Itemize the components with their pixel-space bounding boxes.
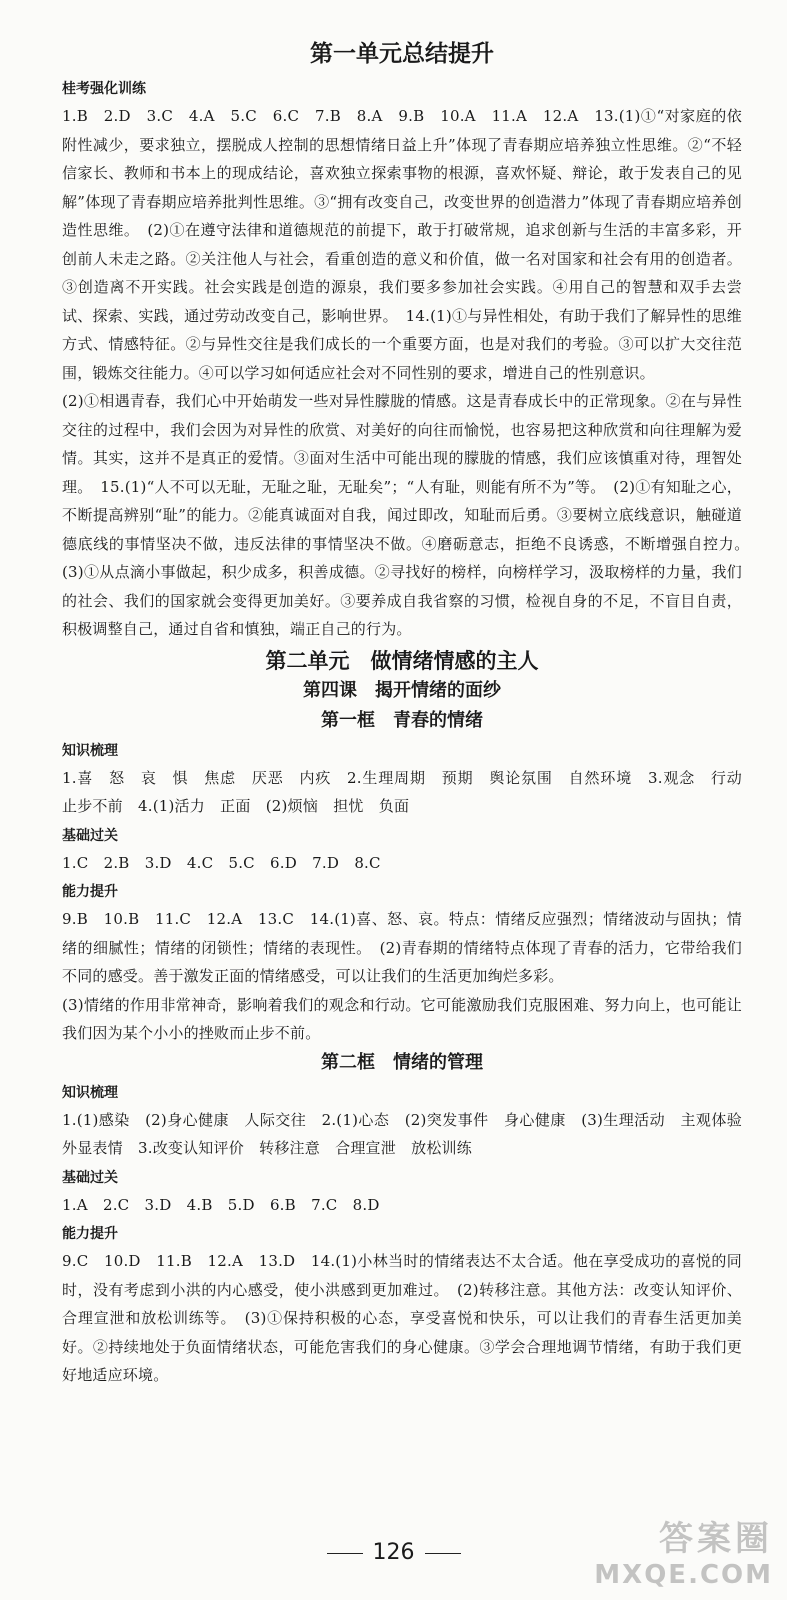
frame1-knowledge-label: 知识梳理 bbox=[62, 742, 118, 759]
frame1-ability-label: 能力提升 bbox=[62, 884, 118, 900]
frame1-basic-label: 基础过关 bbox=[62, 827, 118, 844]
page-number-dash-left bbox=[327, 1553, 363, 1554]
watermark-url: MXQE.COM bbox=[594, 1560, 773, 1590]
unit1-answers-paragraph-2: (2)①相遇青春，我们心中开始萌发一些对异性朦胧的情感。这是青春成长中的正常现象。②在与异性交往的过程中，我们会因为对异性的欣赏、对美好的向往而愉悦，也容易把这种欣赏和向往理解为爱情。其实，这并不是真正的爱情。③面对生活中可能出现的朦胧的情感，我们应该慎重对待，理智处理。 15.(1)“人不可以无耻，无耻之耻，无耻矣”；“人有耻，则能有所不为”等。 (2)①有知耻之心，不断提高辨别“耻”的能力。②能真诚面对自我，闻过即改，知耻而后勇。③要树立底线意识，触碰道德底线的事情坚决不做，违反法律的事情坚决不做。④磨砺意志，拒绝不良诱惑，不断增强自控力。 (3)①从点滴小事做起，积少成多，积善成德。②寻找好的榜样，向榜样学习，汲取榜样的力量，我们的社会、我们的国家就会变得更加美好。③要养成自我省察的习惯，检视自身的不足，不盲目自责，积极调整自己，通过自省和慎独，端正自己的行为。 bbox=[62, 392, 758, 638]
section-label-guikao: 桂考强化训练 bbox=[62, 81, 146, 97]
frame1-ability-answers-2: (3)情绪的作用非常神奇，影响着我们的观念和行动。它可能激励我们克服困难、努力向上，也可能让我们因为某个小小的挫败而止步不前。 bbox=[62, 995, 742, 1042]
page-number-dash-right bbox=[425, 1553, 461, 1554]
frame1-title: 第一框 青春的情绪 bbox=[321, 709, 483, 731]
site-watermark bbox=[594, 1511, 773, 1590]
frame2-ability-answers: 9.C 10.D 11.B 12.A 13.D 14.(1)小林当时的情绪表达不太合适。他在享受成功的喜悦的同时，没有考虑到小洪的内心感受，使小洪感到更加难过。 (2)转移注意。其他方法：改变认知评价、合理宣泄和放松训练等。 (3)①保持积极的心态，享受喜悦和快乐，可以让我们的青春生活更加美好。②持续地处于负面情绪状态，可能危害我们的身心健康。③学会合理地调节情绪，有助于我们更好地适应环境。 bbox=[62, 1252, 742, 1384]
frame1-knowledge-answers: 1.喜 怒 哀 惧 焦虑 厌恶 内疚 2.生理周期 预期 舆论氛围 自然环境 3.观念 行动 止步不前 4.(1)活力 正面 (2)烦恼 担忧 负面 bbox=[62, 768, 758, 815]
frame2-ability-label: 能力提升 bbox=[62, 1226, 118, 1242]
unit1-answers-paragraph-1: 1.B 2.D 3.C 4.A 5.C 6.C 7.B 8.A 9.B 10.A 11.A 12.A 13.(1)①“对家庭的依附性减少，要求独立，摆脱成人控制的思想情绪日益上升”体现了青春期应培养独立性思维。②“不轻信家长、教师和书本上的现成结论，喜欢独立探索事物的根源，喜欢怀疑、辩论，敢于发表自己的见解”体现了青春期应培养批判性思维。③“拥有改变自己，改变世界的创造潜力”体现了青春期应培养创造性思维。 (2)①在遵守法律和道德规范的前提下，敢于打破常规，追求创新与生活的丰富多彩，开创前人未走之路。②关注他人与社会，看重创造的意义和价值，做一名对国家和社会有用的创造者。③创造离不开实践。社会实践是创造的源泉，我们要多参加社会实践。④用自己的智慧和双手去尝试、探索、实践，通过劳动改变自己，影响世界。 14.(1)①与异性相处，有助于我们了解异性的思维方式、情感特征。②与异性交往是我们成长的一个重要方面，也是对我们的考验。③可以扩大交往范围，锻炼交往能力。④可以学习如何适应社会对不同性别的要求，增进自己的性别意识。 bbox=[62, 107, 742, 382]
frame1-ability-answers-1: 9.B 10.B 11.C 12.A 13.C 14.(1)喜、怒、哀。特点：情绪反应强烈；情绪波动与固执；情绪的细腻性；情绪的闭锁性；情绪的表现性。 (2)青春期的情绪特点体现了青春的活力，它带给我们不同的感受。善于激发正面的情绪感受，可以让我们的生活更加绚烂多彩。 bbox=[62, 910, 742, 985]
frame1-basic-answers: 1.C 2.B 3.D 4.C 5.C 6.D 7.D 8.C bbox=[62, 853, 381, 872]
page-number-text: 126 bbox=[372, 1540, 415, 1565]
frame2-basic-label: 基础过关 bbox=[62, 1169, 118, 1186]
answer-page bbox=[62, 38, 758, 1390]
frame2-knowledge-answers: 1.(1)感染 (2)身心健康 人际交往 2.(1)心态 (2)突发事件 身心健康 (3)生理活动 主观体验 外显表情 3.改变认知评价 转移注意 合理宣泄 放松训练 bbox=[62, 1110, 758, 1157]
unit1-summary-title: 第一单元总结提升 bbox=[310, 41, 494, 67]
lesson4-title: 第四课 揭开情绪的面纱 bbox=[303, 679, 501, 701]
frame2-basic-answers: 1.A 2.C 3.D 4.B 5.D 6.B 7.C 8.D bbox=[62, 1195, 380, 1214]
unit2-title: 第二单元 做情绪情感的主人 bbox=[265, 648, 539, 673]
frame2-knowledge-label: 知识梳理 bbox=[62, 1084, 118, 1101]
frame2-title: 第二框 情绪的管理 bbox=[321, 1051, 483, 1073]
watermark-logo-text: 答案圈 bbox=[659, 1519, 773, 1559]
